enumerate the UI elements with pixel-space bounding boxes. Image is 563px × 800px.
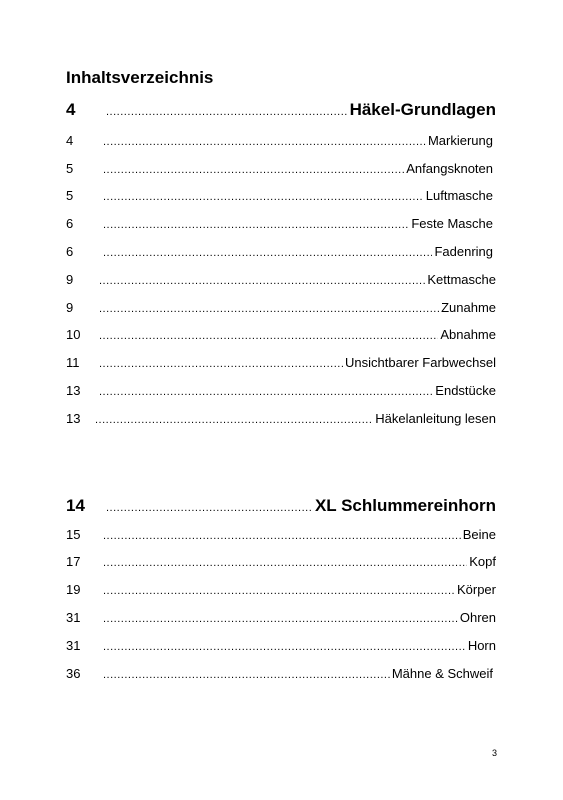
- dot-leader: [99, 354, 343, 373]
- entry-label: Unsichtbarer Farbwechsel: [344, 355, 496, 370]
- entry-page-number: 19: [66, 582, 81, 597]
- dot-leader: [103, 553, 467, 572]
- toc-entry: [0, 214, 563, 234]
- entry-label: Körper: [456, 582, 496, 597]
- entry-page-number: 4: [66, 133, 74, 148]
- dot-leader: [103, 160, 404, 179]
- toc-title: Inhaltsverzeichnis: [66, 68, 214, 87]
- dot-leader: [103, 609, 458, 628]
- entry-label: Zunahme: [441, 300, 496, 315]
- entry-page-number: 6: [66, 216, 74, 231]
- entry-label: Endstücke: [435, 383, 496, 398]
- entry-page-number: 9: [66, 300, 74, 315]
- toc-entry: [0, 525, 563, 545]
- toc-entry: [0, 381, 563, 401]
- entry-page-number: 5: [66, 188, 74, 203]
- toc-entry: [0, 131, 563, 151]
- dot-leader: [106, 496, 313, 518]
- section-heading: Häkel-Grundlagen: [349, 100, 496, 119]
- entry-label: Mähne & Schweif: [391, 666, 493, 681]
- toc-entry: [0, 552, 563, 572]
- entry-label: Kettmasche: [427, 272, 496, 287]
- entry-label: Markierung: [427, 133, 493, 148]
- toc-entry: [0, 664, 563, 684]
- entry-page-number: 10: [66, 327, 81, 342]
- dot-leader: [103, 215, 409, 234]
- entry-page-number: 6: [66, 244, 74, 259]
- dot-leader: [95, 410, 373, 429]
- entry-page-number: 13: [66, 383, 81, 398]
- entry-page-number: 31: [66, 638, 81, 653]
- entry-label: Feste Masche: [411, 216, 493, 231]
- dot-leader: [99, 299, 439, 318]
- dot-leader: [103, 665, 390, 684]
- entry-label: Anfangsknoten: [406, 161, 493, 176]
- dot-leader: [106, 100, 348, 122]
- toc-section-heading: [0, 494, 563, 518]
- page-number: 3: [492, 748, 498, 758]
- entry-label: Horn: [467, 638, 496, 653]
- entry-page-number: 31: [66, 610, 81, 625]
- toc-entry: [0, 409, 563, 429]
- entry-page-number: 9: [66, 272, 74, 287]
- section-page-number: 14: [66, 496, 85, 515]
- entry-label: Ohren: [459, 610, 496, 625]
- entry-page-number: 13: [66, 411, 81, 426]
- toc-entry: [0, 325, 563, 345]
- dot-leader: [103, 243, 432, 262]
- entry-page-number: 5: [66, 161, 74, 176]
- toc-entry: [0, 159, 563, 179]
- entry-label: Beine: [462, 527, 496, 542]
- toc-entry: [0, 186, 563, 206]
- section-page-number: 4: [66, 100, 76, 119]
- entry-label: Abnahme: [440, 327, 496, 342]
- entry-label: Häkelanleitung lesen: [375, 411, 496, 426]
- dot-leader: [103, 637, 466, 656]
- entry-label: Luftmasche: [425, 188, 493, 203]
- entry-page-number: 36: [66, 666, 81, 681]
- dot-leader: [99, 326, 438, 345]
- dot-leader: [103, 132, 426, 151]
- toc-entry: [0, 636, 563, 656]
- toc-entry: [0, 608, 563, 628]
- entry-page-number: 15: [66, 527, 81, 542]
- entry-page-number: 11: [66, 355, 80, 370]
- dot-leader: [103, 187, 424, 206]
- toc-entry: [0, 270, 563, 290]
- entry-page-number: 17: [66, 554, 81, 569]
- dot-leader: [99, 271, 425, 290]
- dot-leader: [103, 581, 455, 600]
- toc-section-heading: [0, 98, 563, 122]
- toc-entry: [0, 353, 563, 373]
- section-heading: XL Schlummereinhorn: [314, 496, 496, 515]
- toc-entry: [0, 242, 563, 262]
- dot-leader: [103, 526, 461, 545]
- entry-label: Fadenring: [434, 244, 493, 259]
- entry-label: Kopf: [469, 554, 496, 569]
- toc-entry: [0, 298, 563, 318]
- dot-leader: [99, 382, 433, 401]
- toc-entry: [0, 580, 563, 600]
